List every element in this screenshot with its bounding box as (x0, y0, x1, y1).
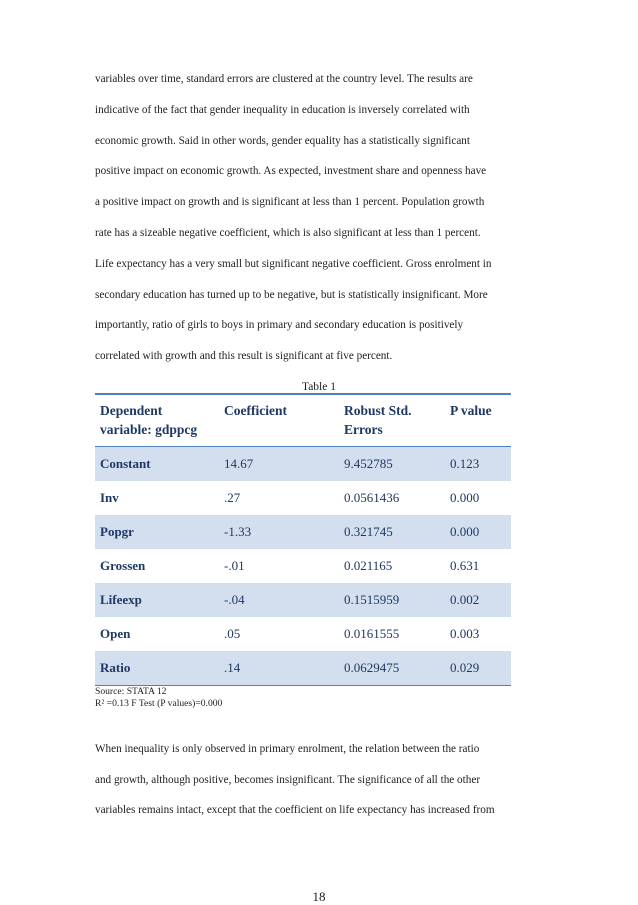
row-label: Inv (100, 490, 119, 505)
std-error-cell: 0.321745 (339, 515, 445, 549)
text-line: secondary education has turned up to be negative, but is statistically insignificant. More (95, 288, 488, 301)
std-error-cell: 0.0161555 (344, 626, 400, 641)
regression-table (95, 393, 511, 686)
text-line: When inequality is only observed in primary enrolment, the relation between the ratio (95, 743, 480, 755)
body-paragraph-top (95, 69, 535, 377)
coefficient-cell: -.01 (224, 558, 245, 573)
header-coefficient: Coefficient (219, 394, 339, 447)
std-error-cell: 0.1515959 (339, 583, 445, 617)
coefficient-cell: -1.33 (219, 515, 339, 549)
header-p-value: P value (445, 394, 511, 447)
table-source-note (95, 686, 222, 709)
table-row (95, 481, 511, 515)
std-error-cell: 9.452785 (339, 447, 445, 482)
table-title: Table 1 (301, 381, 336, 393)
text-line: a positive impact on growth and is significant at less than 1 percent. Population growth (95, 196, 485, 209)
table-row (95, 549, 511, 583)
header-dependent-variable: Dependent variable: gdppcg (95, 394, 219, 447)
row-label: Lifeexp (95, 583, 219, 617)
table-row (95, 515, 511, 549)
row-label: Popgr (95, 515, 219, 549)
text-line: rate has a sizeable negative coefficient, which is also significant at less than 1 percent. (95, 226, 481, 239)
p-value-cell: 0.003 (450, 626, 480, 641)
row-label: Grossen (100, 558, 146, 573)
table-header-row (95, 394, 511, 447)
text-line: positive impact on economic growth. As expected, investment share and openness have (95, 165, 487, 178)
coefficient-cell: -.04 (219, 583, 339, 617)
body-paragraph-bottom (95, 739, 535, 831)
p-value-cell: 0.123 (445, 447, 511, 482)
std-error-cell: 0.0629475 (339, 651, 445, 686)
text-line: variables remains intact, except that the coefficient on life expectancy has increased from (95, 804, 495, 816)
coefficient-cell: .14 (219, 651, 339, 686)
text-line: and growth, although positive, becomes insignificant. The significance of all the other (95, 773, 481, 786)
coefficient-cell: .27 (224, 490, 241, 505)
p-value-cell: 0.000 (445, 515, 511, 549)
table-row (95, 583, 511, 617)
text-line: indicative of the fact that gender inequality in education is inversely correlated with (95, 103, 470, 116)
table-row (95, 651, 511, 686)
p-value-cell: 0.000 (450, 490, 480, 505)
source-line: Source: STATA 12 (95, 686, 167, 697)
text-line: importantly, ratio of girls to boys in primary and secondary education is positively (95, 319, 464, 332)
std-error-cell: 0.021165 (344, 558, 393, 573)
page-number: 18 (312, 889, 326, 904)
text-line: economic growth. Said in other words, gender equality has a statistically significant (95, 134, 470, 147)
std-error-cell: 0.0561436 (344, 490, 400, 505)
row-label: Constant (95, 447, 219, 482)
coefficient-cell: 14.67 (219, 447, 339, 482)
text-line: correlated with growth and this result is significant at five percent. (95, 350, 393, 363)
table-row (95, 447, 511, 482)
p-value-cell: 0.002 (445, 583, 511, 617)
p-value-cell: 0.029 (445, 651, 511, 686)
text-line: variables over time, standard errors are clustered at the country level. The results are (95, 73, 473, 85)
row-label: Open (100, 626, 131, 641)
coefficient-cell: .05 (224, 626, 241, 641)
header-robust-std-errors: Robust Std. Errors (339, 394, 445, 447)
fit-statistics-line: R² =0.13 F Test (P values)=0.000 (95, 697, 223, 709)
text-line: Life expectancy has a very small but significant negative coefficient. Gross enrolment in (95, 257, 492, 270)
p-value-cell: 0.631 (450, 558, 480, 573)
table-row (95, 617, 511, 651)
row-label: Ratio (95, 651, 219, 686)
